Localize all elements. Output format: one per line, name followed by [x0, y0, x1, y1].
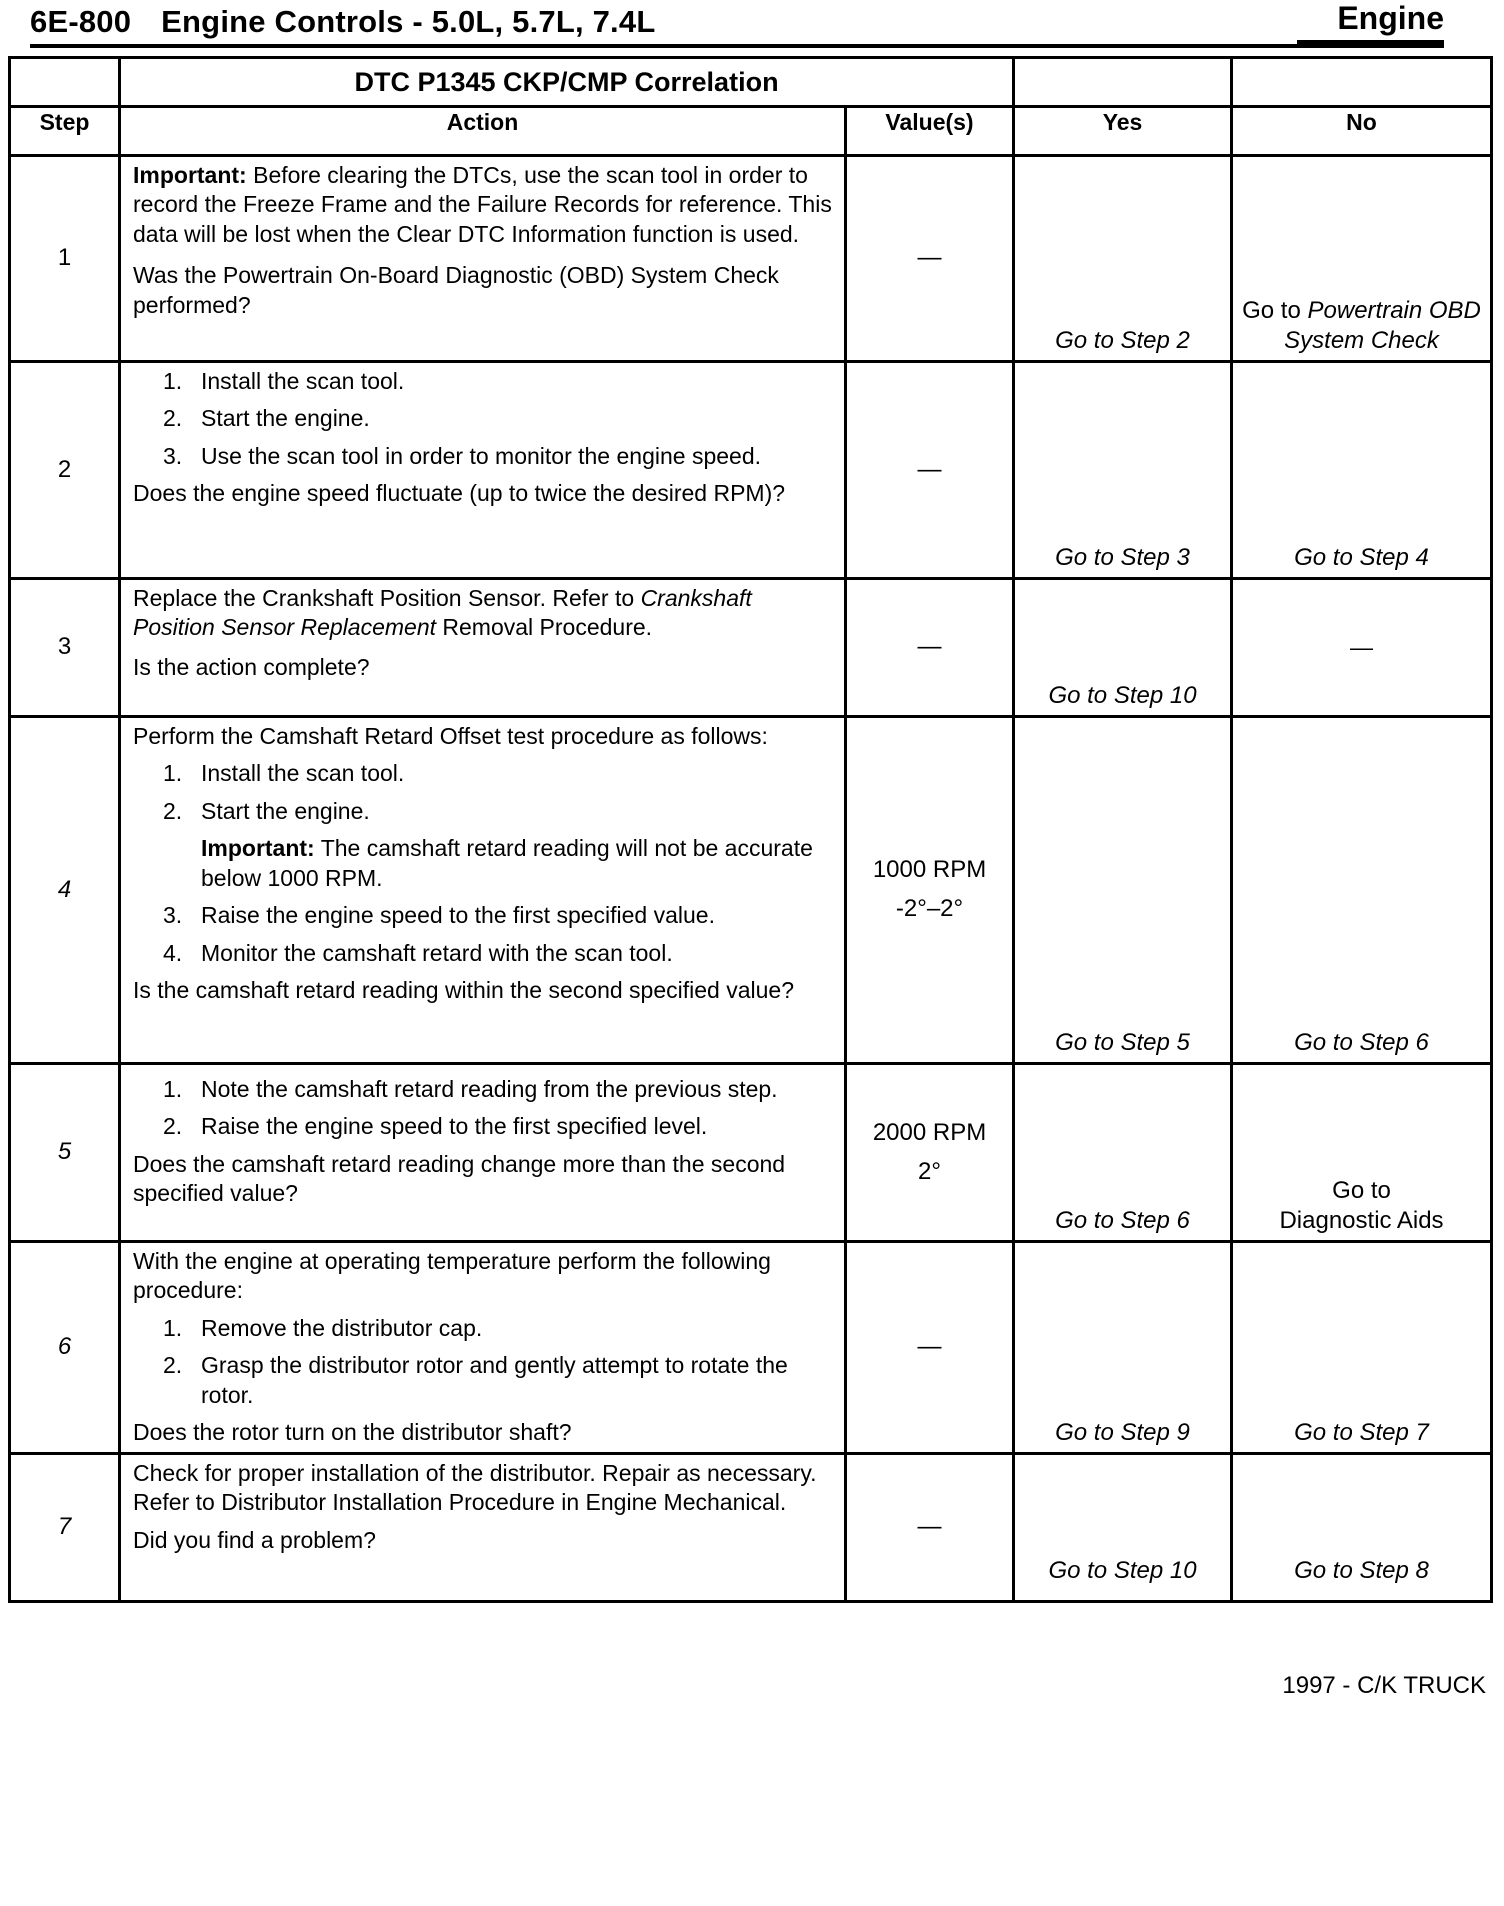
list-note [133, 834, 834, 893]
yes-link[interactable]: Go to Step 10 [1048, 1557, 1197, 1584]
table-row [10, 1454, 1492, 1602]
list-item [133, 404, 834, 433]
section-name: Engine [1337, 0, 1444, 36]
intro-text: With the engine at operating temperature perform the following procedure: [133, 1248, 771, 1304]
value-rpm: 1000 RPM [872, 856, 987, 884]
yes-link[interactable]: Go to Step 2 [1055, 327, 1190, 354]
question-text: Does the engine speed fluctuate (up to twice the desired RPM)? [133, 480, 786, 507]
value-retard: 2° [918, 1157, 941, 1185]
table-row [10, 1064, 1492, 1242]
action-cell [120, 156, 846, 362]
action-text-post: Removal Procedure. [436, 614, 653, 641]
list-number: 2. [163, 1352, 183, 1379]
yes-cell [1014, 156, 1232, 362]
column-header-values: Value(s) [846, 107, 1014, 156]
action-cell [120, 1242, 846, 1454]
list-item [133, 901, 834, 930]
title-blank-cell [1014, 58, 1232, 107]
no-link[interactable]: Go to Step 7 [1294, 1419, 1429, 1446]
action-cell [120, 717, 846, 1064]
diagnostic-table [8, 56, 1493, 1603]
column-header-row [10, 107, 1492, 156]
value-cell: — [846, 1454, 1014, 1602]
question-text: Did you find a problem? [133, 1526, 376, 1553]
column-header-yes: Yes [1014, 107, 1232, 156]
important-text: Before clearing the DTCs, use the scan tool in order to record the Freeze Frame and the Failure Records for reference. This data will be lost when the Clear DTC Information function is used. [133, 162, 832, 247]
action-text: Check for proper installation of the distributor. Repair as necessary. Refer to Distributor Installation Procedure in Engine Mechanical. [133, 1460, 817, 1516]
note-text: The camshaft retard reading will not be accurate below 1000 RPM. [201, 835, 813, 891]
yes-cell [1014, 717, 1232, 1064]
list-text: Raise the engine speed to the first specified value. [201, 902, 715, 929]
title-blank-cell [1232, 58, 1492, 107]
step-number: 1 [10, 156, 120, 362]
intro-text: Perform the Camshaft Retard Offset test procedure as follows: [133, 723, 768, 749]
no-link-prefix: Go to [1242, 297, 1308, 324]
action-cell [120, 1454, 846, 1602]
page-header [30, 0, 1444, 48]
yes-link[interactable]: Go to Step 10 [1048, 682, 1197, 709]
table-row [10, 717, 1492, 1064]
yes-link[interactable]: Go to Step 5 [1055, 1029, 1190, 1056]
question-text: Is the action complete? [133, 653, 370, 680]
question-text: Is the camshaft retard reading within the second specified value? [133, 977, 794, 1004]
list-item [133, 1314, 834, 1343]
action-text-pre: Replace the Crankshaft Position Sensor. Refer to [133, 585, 641, 611]
procedure-list [133, 1075, 834, 1142]
list-number: 1. [163, 1076, 183, 1102]
list-number: 1. [163, 368, 183, 394]
column-header-step: Step [10, 107, 120, 156]
header-left [30, 4, 655, 40]
procedure-list [133, 367, 834, 471]
no-cell [1232, 156, 1492, 362]
action-text [133, 584, 834, 643]
step-number: 7 [10, 1454, 120, 1602]
yes-link[interactable]: Go to Step 6 [1055, 1207, 1190, 1234]
list-item [133, 797, 834, 826]
no-cell: — [1232, 579, 1492, 717]
list-number: 1. [163, 1314, 183, 1341]
yes-link[interactable]: Go to Step 9 [1055, 1419, 1190, 1446]
note-label: Important: [201, 835, 315, 862]
list-number: 2. [163, 405, 183, 432]
list-item [133, 939, 834, 968]
title-blank-cell [10, 58, 120, 107]
list-text: Install the scan tool. [201, 760, 405, 787]
no-cell [1232, 362, 1492, 579]
question-text: Was the Powertrain On-Board Diagnostic (OBD) System Check performed? [133, 262, 779, 318]
procedure-list [133, 759, 834, 968]
procedure-list [133, 1314, 834, 1410]
header-title: Engine Controls - 5.0L, 5.7L, 7.4L [161, 4, 656, 39]
table-row [10, 1242, 1492, 1454]
yes-cell [1014, 579, 1232, 717]
step-number: 3 [10, 579, 120, 717]
list-number: 1. [163, 760, 183, 787]
no-cell [1232, 717, 1492, 1064]
step-number: 6 [10, 1242, 120, 1454]
important-label: Important: [133, 162, 247, 188]
no-link[interactable]: Go to Step 4 [1294, 544, 1429, 571]
value-cell: — [846, 362, 1014, 579]
question-text: Does the camshaft retard reading change more than the second specified value? [133, 1150, 786, 1207]
question-text: Does the rotor turn on the distributor shaft? [133, 1419, 572, 1446]
list-text: Grasp the distributor rotor and gently attempt to rotate the rotor. [201, 1352, 788, 1408]
list-number: 2. [163, 1113, 183, 1140]
value-retard: -2°–2° [895, 895, 964, 922]
no-cell [1232, 1242, 1492, 1454]
value-rpm: 2000 RPM [872, 1118, 987, 1146]
yes-cell [1014, 1064, 1232, 1242]
table-title-row [10, 58, 1492, 107]
header-rule [30, 44, 1444, 48]
list-item [133, 759, 834, 788]
action-cell [120, 1064, 846, 1242]
value-cell [846, 1064, 1014, 1242]
step-number: 2 [10, 362, 120, 579]
list-number: 2. [163, 797, 183, 824]
list-text: Raise the engine speed to the first specified level. [201, 1113, 708, 1140]
value-cell [846, 717, 1014, 1064]
list-text: Start the engine. [201, 797, 370, 824]
yes-cell [1014, 1242, 1232, 1454]
list-item [133, 1351, 834, 1410]
step-number: 4 [10, 717, 120, 1064]
list-text: Install the scan tool. [201, 368, 405, 394]
list-text: Monitor the camshaft retard with the scan tool. [201, 939, 673, 966]
list-number: 4. [163, 939, 183, 966]
no-link[interactable] [1233, 296, 1490, 356]
table-row [10, 362, 1492, 579]
action-cell [120, 579, 846, 717]
section-code: 6E-800 [30, 4, 132, 39]
list-text: Use the scan tool in order to monitor the engine speed. [201, 442, 762, 469]
list-item [133, 442, 834, 471]
list-item [133, 1112, 834, 1141]
yes-cell [1014, 362, 1232, 579]
table-title: DTC P1345 CKP/CMP Correlation [120, 58, 1014, 107]
no-link-text: Powertrain OBD System Check [1284, 297, 1481, 354]
no-cell [1232, 1064, 1492, 1242]
column-header-action: Action [120, 107, 846, 156]
table-row [10, 579, 1492, 717]
list-text: Remove the distributor cap. [201, 1314, 483, 1341]
list-text: Note the camshaft retard reading from the previous step. [201, 1076, 778, 1102]
page-footer: 1997 - C/K TRUCK [1282, 1672, 1486, 1699]
list-number: 3. [163, 442, 183, 469]
value-cell: — [846, 579, 1014, 717]
table-row [10, 156, 1492, 362]
list-item [133, 367, 834, 396]
list-item [133, 1075, 834, 1104]
header-rule-accent [1297, 40, 1444, 44]
list-number: 3. [163, 902, 183, 929]
no-link[interactable]: Go to Step 6 [1294, 1029, 1429, 1056]
yes-link[interactable]: Go to Step 3 [1055, 544, 1190, 571]
column-header-no: No [1232, 107, 1492, 156]
no-cell [1232, 1454, 1492, 1602]
action-reference: Crankshaft Position Sensor Replacement [133, 585, 752, 641]
value-cell: — [846, 1242, 1014, 1454]
list-text: Start the engine. [201, 405, 370, 432]
no-link[interactable]: Go to Step 8 [1294, 1557, 1429, 1584]
value-cell: — [846, 156, 1014, 362]
yes-cell [1014, 1454, 1232, 1602]
no-link[interactable]: Go to Diagnostic Aids [1279, 1177, 1444, 1234]
step-number: 5 [10, 1064, 120, 1242]
action-cell [120, 362, 846, 579]
